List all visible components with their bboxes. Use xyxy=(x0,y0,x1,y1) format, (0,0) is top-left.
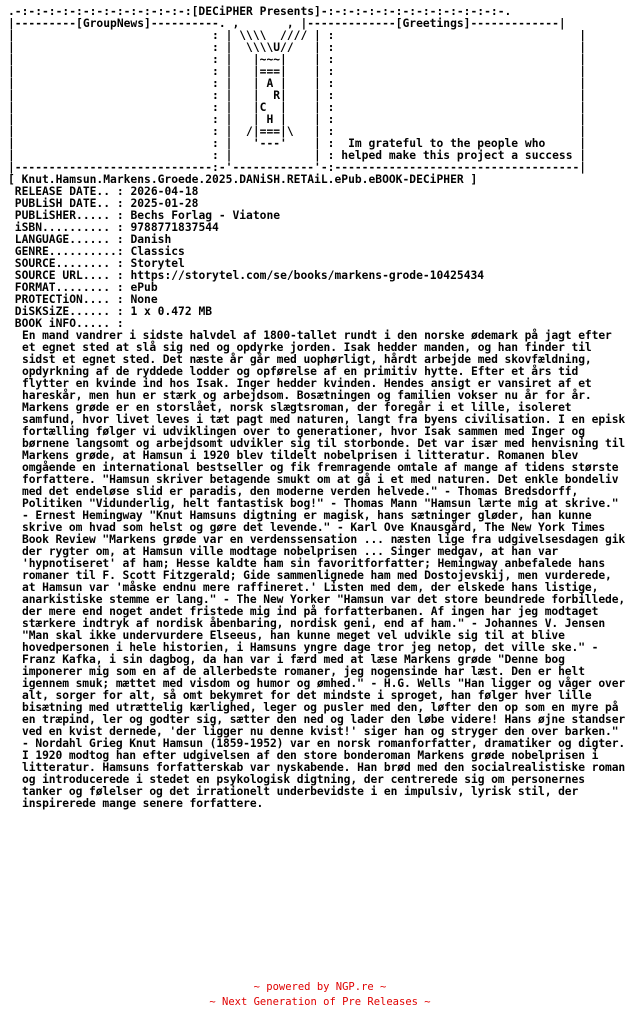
source-url-label: SOURCE URL.... : xyxy=(8,269,131,282)
header-art-line: | : | | A | | : | xyxy=(8,77,587,90)
header-art-line: | : | '---' | : Im grateful to the people who | xyxy=(8,137,587,150)
header-art-line: .-:-:-:-:-:-:-:-:-:-:-:-:-:[DECiPHER Presents]-:-:-:-:-:-:-:-:-:-:-:-:-:-. xyxy=(8,5,512,18)
header-art-line: | : | |===| | : | xyxy=(8,65,587,78)
header-art-line: | : | |~~~| | : | xyxy=(8,53,587,66)
genre-label: GENRE..........: xyxy=(8,245,131,258)
book-info-label: BOOK iNFO..... : xyxy=(8,317,131,330)
footer-powered-by: ~ powered by NGP.re ~ xyxy=(253,981,387,993)
book-description: En mand vandrer i sidste halvdel af 1800-tallet rundt i den norske ødemark på jagt efter et egnet sted at slå sig ned og opdyrke jorden. Isak hedder manden, og han finder til sidst et egnet sted. Det næste år går med uophørligt, hårdt arbejde med skovfældning, opdyrkning af de ryddede lodder og opførelse af en primitiv hytte. Efter et års tid flytter en kvinde ind hos Isak. Inger hedder kvinden. Hendes ansigt er vansiret af et hareskår, men hun er stærk og arbejdsom. Bosætningen og familien vokser nu år for år. Markens grøde er en storslået, norsk slægtsroman, der foregår i et lille, isoleret samfund, hvor livet leves i tæt pagt med naturen, langt fra byens civilisation. I en episk fortælling følger vi udviklingen over to generationer, hvor Isak sammen med Inger og børnene langsomt og arbejdsomt udvikler sig til storbonde. Det var især med henvisning til Markens grøde, at Hamsun i 1920 blev tildelt nobelprisen i litteratur. Romanen blev omgående en international bestseller og fik fremragende omtale af mange af tidens største forfattere. "Hamsun skriver betagende smukt om at gå i et med naturen. Det enkle bondeliv med det endeløse slid er paradis, den moderne verden helvede." - Thomas Bredsdorff, Politiken "Vidunderlig, helt fantastisk bog!" - Thomas Mann "Hamsun lærte mig at skrive." - Ernest Hemingway "Knut Hamsuns digtning er magisk, hans sætninger gløder, han kunne skrive om hvad som helst og gøre det levende." - Karl Ove Knausgård, The New York Times Book Review "Markens grøde var en verdenssensation ... næsten lige fra udgivelsesdagen gik der rygter om, at Hamsun ville modtage nobelprisen ... Singer medgav, at han var 'hypnotiseret' af ham; Hesse kaldte ham sin favoritforfatter; Hemingway anbefalede hans romaner til F. Scott Fitzgerald; Gide sammenlignede ham med Dostojevskij, men vurderede, at Hamsun var 'måske endnu mere raffineret.' Listen med dem, der elskede hans listige, anarkistiske stemme er lang." - The New Yorker "Hamsun var det store beundrede forbillede, der mere end noget andet fristede mig ind på forfatterbanen. Af ingen har jeg modtaget stærkere indtryk af nordisk åbenbaring, nordisk geni, end af ham." - Johannes V. Jensen "Man skal ikke undervurdere Elseeus, han kunne meget vel udvikle sig til at blive hovedpersonen i hele historien, i Hamsuns yngre dage tror jeg netop, det ville ske." - Franz Kafka, i sin dagbog, da han var i færd med at læse Markens grøde "Denne bog imponerer mig som en af de allerbedste romaner, jeg nogensinde har læst. Den er helt igennem smuk; mættet med visdom og humor og ømhed." - H.G. Wells "Han ligger og våger over alt, sorger for alt, så omt bekymret for det mindste i sproget, han følger hver lille bisætning med utrættelig kærlighed, leger og pusler med den, løfter den op som en myre på en træpind, ler og godter sig, sætter den ned og lader den løbe videre! Hans øjne standser ved en kvist dernede, 'der ligger nu denne kvist!' siger han og stryger den over barken." - Nordahl Grieg Knut Hamsun (1859-1952) var en norsk romanforfatter, dramatiker og digter. I 1920 modtog han efter udgivelsen af den store bonderoman Markens grøde nobelprisen i litteratur. Hamsuns forfatterskab var nyskabende. Han brød med den socialrealistiske roman og introducerede i stedet en psykologisk digtning, der centrerede sig om personernes tanker og følelser og det irrationelt underbevidste i en impulsiv, lyrisk stil, der inspirerede mange senere forfattere. xyxy=(22,329,626,810)
header-art-line: | : | /|===|\ | : | xyxy=(8,125,587,138)
source-value: Storytel xyxy=(130,257,185,270)
header-art-line: | : | | H | | : | xyxy=(8,113,587,126)
release-date-value: 2026-04-18 xyxy=(130,185,199,198)
disksize-label: DiSKSiZE...... : xyxy=(8,305,131,318)
source-url-value: https://storytel.com/se/books/markens-grode-10425434 xyxy=(130,269,485,282)
publisher-label: PUBLiSHER..... : xyxy=(8,209,131,222)
source-label: SOURCE........ : xyxy=(8,257,131,270)
header-art-line: |-----------------------------:-'------------'-:------------------------------------| xyxy=(8,161,587,174)
header-art-line: |---------[GroupNews]----------. , , |-------------[Greetings]-------------| xyxy=(8,17,566,30)
protection-value: None xyxy=(130,293,158,306)
header-art-line: | : | \\\\U// | : | xyxy=(8,41,587,54)
footer-tagline: ~ Next Generation of Pre Releases ~ xyxy=(209,996,431,1008)
format-label: FORMAT........ : xyxy=(8,281,131,294)
nfo-document xyxy=(8,6,636,810)
language-label: LANGUAGE...... : xyxy=(8,233,131,246)
isbn-value: 9788771837544 xyxy=(130,221,219,234)
publish-date-label: PUBLiSH DATE.. : xyxy=(8,197,131,210)
disksize-value: 1 x 0.472 MB xyxy=(130,305,213,318)
publisher-value: Bechs Forlag - Viatone xyxy=(130,209,281,222)
header-art-line: | : | |C | | : | xyxy=(8,101,587,114)
header-art-line: | : | | : helped make this project a success | xyxy=(8,149,587,162)
format-value: ePub xyxy=(130,281,158,294)
genre-value: Classics xyxy=(130,245,185,258)
publish-date-value: 2025-01-28 xyxy=(130,197,199,210)
isbn-label: iSBN.......... : xyxy=(8,221,131,234)
header-art-line: | : | \\\\ //// | : | xyxy=(8,29,587,42)
release-date-label: RELEASE DATE.. : xyxy=(8,185,131,198)
language-value: Danish xyxy=(130,233,172,246)
footer xyxy=(0,980,640,1010)
release-name: [ Knut.Hamsun.Markens.Groede.2025.DANiSH.RETAiL.ePub.eBOOK-DECiPHER ] xyxy=(8,173,478,186)
header-ascii-art xyxy=(8,6,636,174)
header-art-line: | : | | R| | : | xyxy=(8,89,587,102)
protection-label: PROTECTiON.... : xyxy=(8,293,131,306)
